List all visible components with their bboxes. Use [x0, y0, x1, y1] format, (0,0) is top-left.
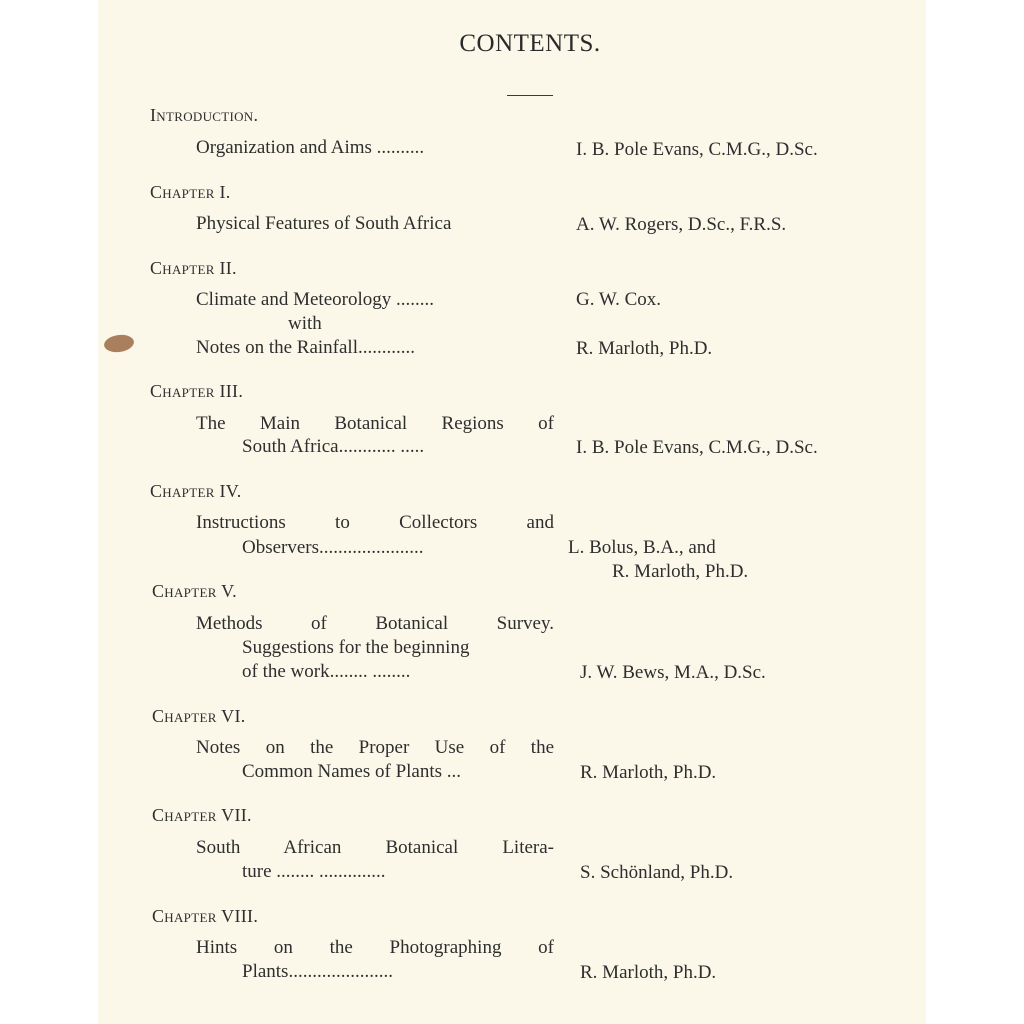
chapter-heading: Chapter V.	[152, 581, 237, 601]
entry-title: Notes on the Proper Use of the	[196, 737, 554, 758]
chapter-heading: Chapter III.	[150, 381, 244, 401]
entry-title: South Africa............ .....	[242, 436, 425, 457]
entry-author: S. Schönland, Ph.D.	[580, 862, 734, 883]
chapter-heading: Chapter VI.	[152, 706, 246, 726]
entry-title: Hints on the Photographing of	[196, 937, 554, 958]
entry-title: of the work........ ........	[242, 661, 411, 682]
chapter-heading: Chapter IV.	[150, 481, 242, 501]
entry-title: Plants......................	[242, 961, 393, 982]
entry-author: R. Marloth, Ph.D.	[576, 338, 713, 359]
entry-author: I. B. Pole Evans, C.M.G., D.Sc.	[576, 139, 818, 160]
entry-title: Physical Features of South Africa	[196, 213, 452, 234]
title-rule	[507, 95, 553, 96]
entry-title: Climate and Meteorology ........	[196, 289, 434, 310]
entry-title: The Main Botanical Regions of	[196, 413, 554, 434]
entry-author: I. B. Pole Evans, C.M.G., D.Sc.	[576, 437, 818, 458]
entry-title: Instructions to Collectors and	[196, 512, 554, 533]
entry-author: A. W. Rogers, D.Sc., F.R.S.	[576, 214, 787, 235]
entry-author: J. W. Bews, M.A., D.Sc.	[580, 662, 766, 683]
entry-title: Organization and Aims ..........	[196, 137, 425, 158]
chapter-heading: Chapter VII.	[152, 805, 252, 825]
entry-title: South African Botanical Litera-	[196, 837, 554, 858]
entry-author: G. W. Cox.	[576, 289, 661, 310]
chapter-heading: Chapter I.	[150, 182, 231, 202]
entry-title: Suggestions for the beginning	[242, 637, 470, 658]
chapter-heading: Chapter II.	[150, 258, 237, 278]
entry-title: Notes on the Rainfall............	[196, 337, 415, 358]
entry-title: Common Names of Plants ...	[242, 761, 462, 782]
entry-author: L. Bolus, B.A., and	[568, 537, 716, 558]
introduction-heading: Introduction.	[150, 105, 259, 125]
entry-title: Methods of Botanical Survey.	[196, 613, 554, 634]
page-title: CONTENTS.	[459, 30, 601, 57]
entry-connector: with	[288, 313, 322, 334]
entry-author: R. Marloth, Ph.D.	[580, 762, 717, 783]
entry-author: R. Marloth, Ph.D.	[612, 561, 749, 582]
entry-title: ture ........ ..............	[242, 861, 386, 882]
chapter-heading: Chapter VIII.	[152, 906, 259, 926]
entry-title: Observers......................	[242, 537, 424, 558]
entry-author: R. Marloth, Ph.D.	[580, 962, 717, 983]
